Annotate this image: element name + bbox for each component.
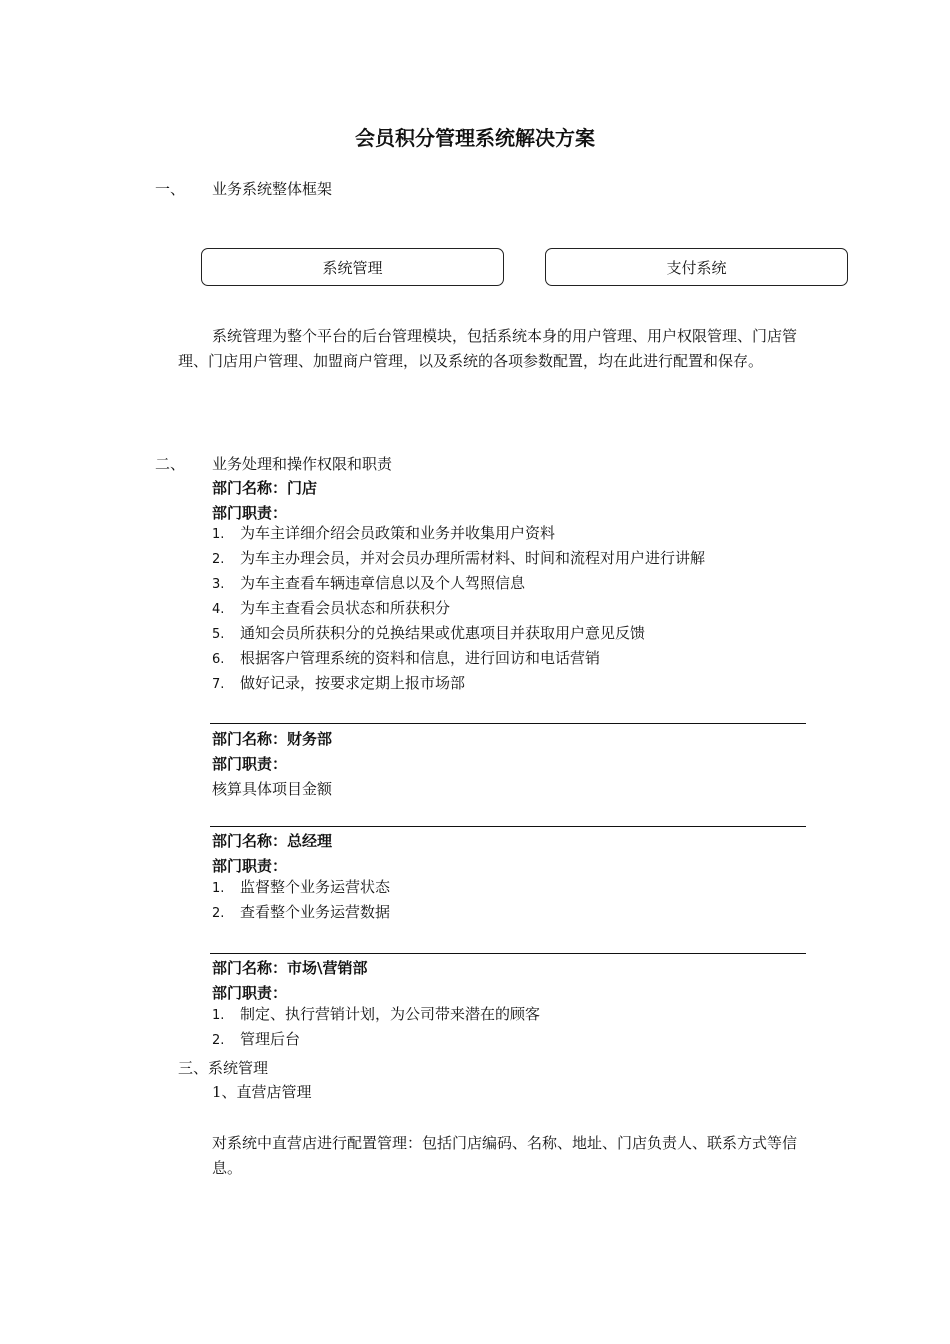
section2-number: 二、 <box>155 455 186 473</box>
document-title: 会员积分管理系统解决方案 <box>355 126 595 150</box>
system-management-box <box>201 248 504 286</box>
section3-subheading: 1、直营店管理 <box>212 1083 312 1101</box>
list-item: 2. 查看整个业务运营数据 <box>212 903 391 921</box>
payment-system-box <box>545 248 848 286</box>
list-item: 1. 监督整个业务运营状态 <box>212 878 391 896</box>
list-item: 2. 管理后台 <box>212 1030 301 1048</box>
list-item: 2. 为车主办理会员，并对会员办理所需材料、时间和流程对用户进行讲解 <box>212 549 706 567</box>
dept-marketing-duty-label: 部门职责： <box>212 984 288 1002</box>
section3-heading: 三、系统管理 <box>178 1059 269 1077</box>
list-item: 7. 做好记录，按要求定期上报市场部 <box>212 674 466 692</box>
section2-heading: 业务处理和操作权限和职责 <box>212 455 393 473</box>
list-item: 1. 为车主详细介绍会员政策和业务并收集用户资料 <box>212 524 556 542</box>
list-item: 1. 制定、执行营销计划，为公司带来潜在的顾客 <box>212 1005 541 1023</box>
divider <box>210 826 806 827</box>
divider <box>210 723 806 724</box>
section1-number: 一、 <box>155 180 186 198</box>
dept-finance-duty-label: 部门职责： <box>212 755 288 773</box>
section3-paragraph: 对系统中直营店进行配置管理：包括门店编码、名称、地址、门店负责人、联系方式等信息。 <box>212 1134 798 1177</box>
box-label: 系统管理 <box>322 258 383 277</box>
dept-finance-duty-text: 核算具体项目金额 <box>212 780 333 798</box>
list-item: 6. 根据客户管理系统的资料和信息，进行回访和电话营销 <box>212 649 601 667</box>
section1-heading: 业务系统整体框架 <box>212 180 333 198</box>
dept-store-duty-label: 部门职责： <box>212 504 288 522</box>
divider <box>210 953 806 954</box>
box-label: 支付系统 <box>666 258 727 277</box>
list-item: 3. 为车主查看车辆违章信息以及个人驾照信息 <box>212 574 526 592</box>
dept-marketing-name: 部门名称：市场\营销部 <box>212 959 368 977</box>
dept-marketing-duty-list <box>212 1002 540 1052</box>
dept-gm-name: 部门名称：总经理 <box>212 832 333 850</box>
dept-gm-duty-label: 部门职责： <box>212 857 288 875</box>
dept-gm-duty-list <box>212 875 390 925</box>
list-item: 4. 为车主查看会员状态和所获积分 <box>212 599 451 617</box>
list-item: 5. 通知会员所获积分的兑换结果或优惠项目并获取用户意见反馈 <box>212 624 646 642</box>
dept-store-duty-list <box>212 521 705 696</box>
section1-paragraph: 系统管理为整个平台的后台管理模块，包括系统本身的用户管理、用户权限管理、门店管理、门店用户管理、加盟商户管理，以及系统的各项参数配置，均在此进行配置和保存。 <box>178 327 798 370</box>
dept-store-name: 部门名称：门店 <box>212 479 318 497</box>
dept-finance-name: 部门名称：财务部 <box>212 730 333 748</box>
